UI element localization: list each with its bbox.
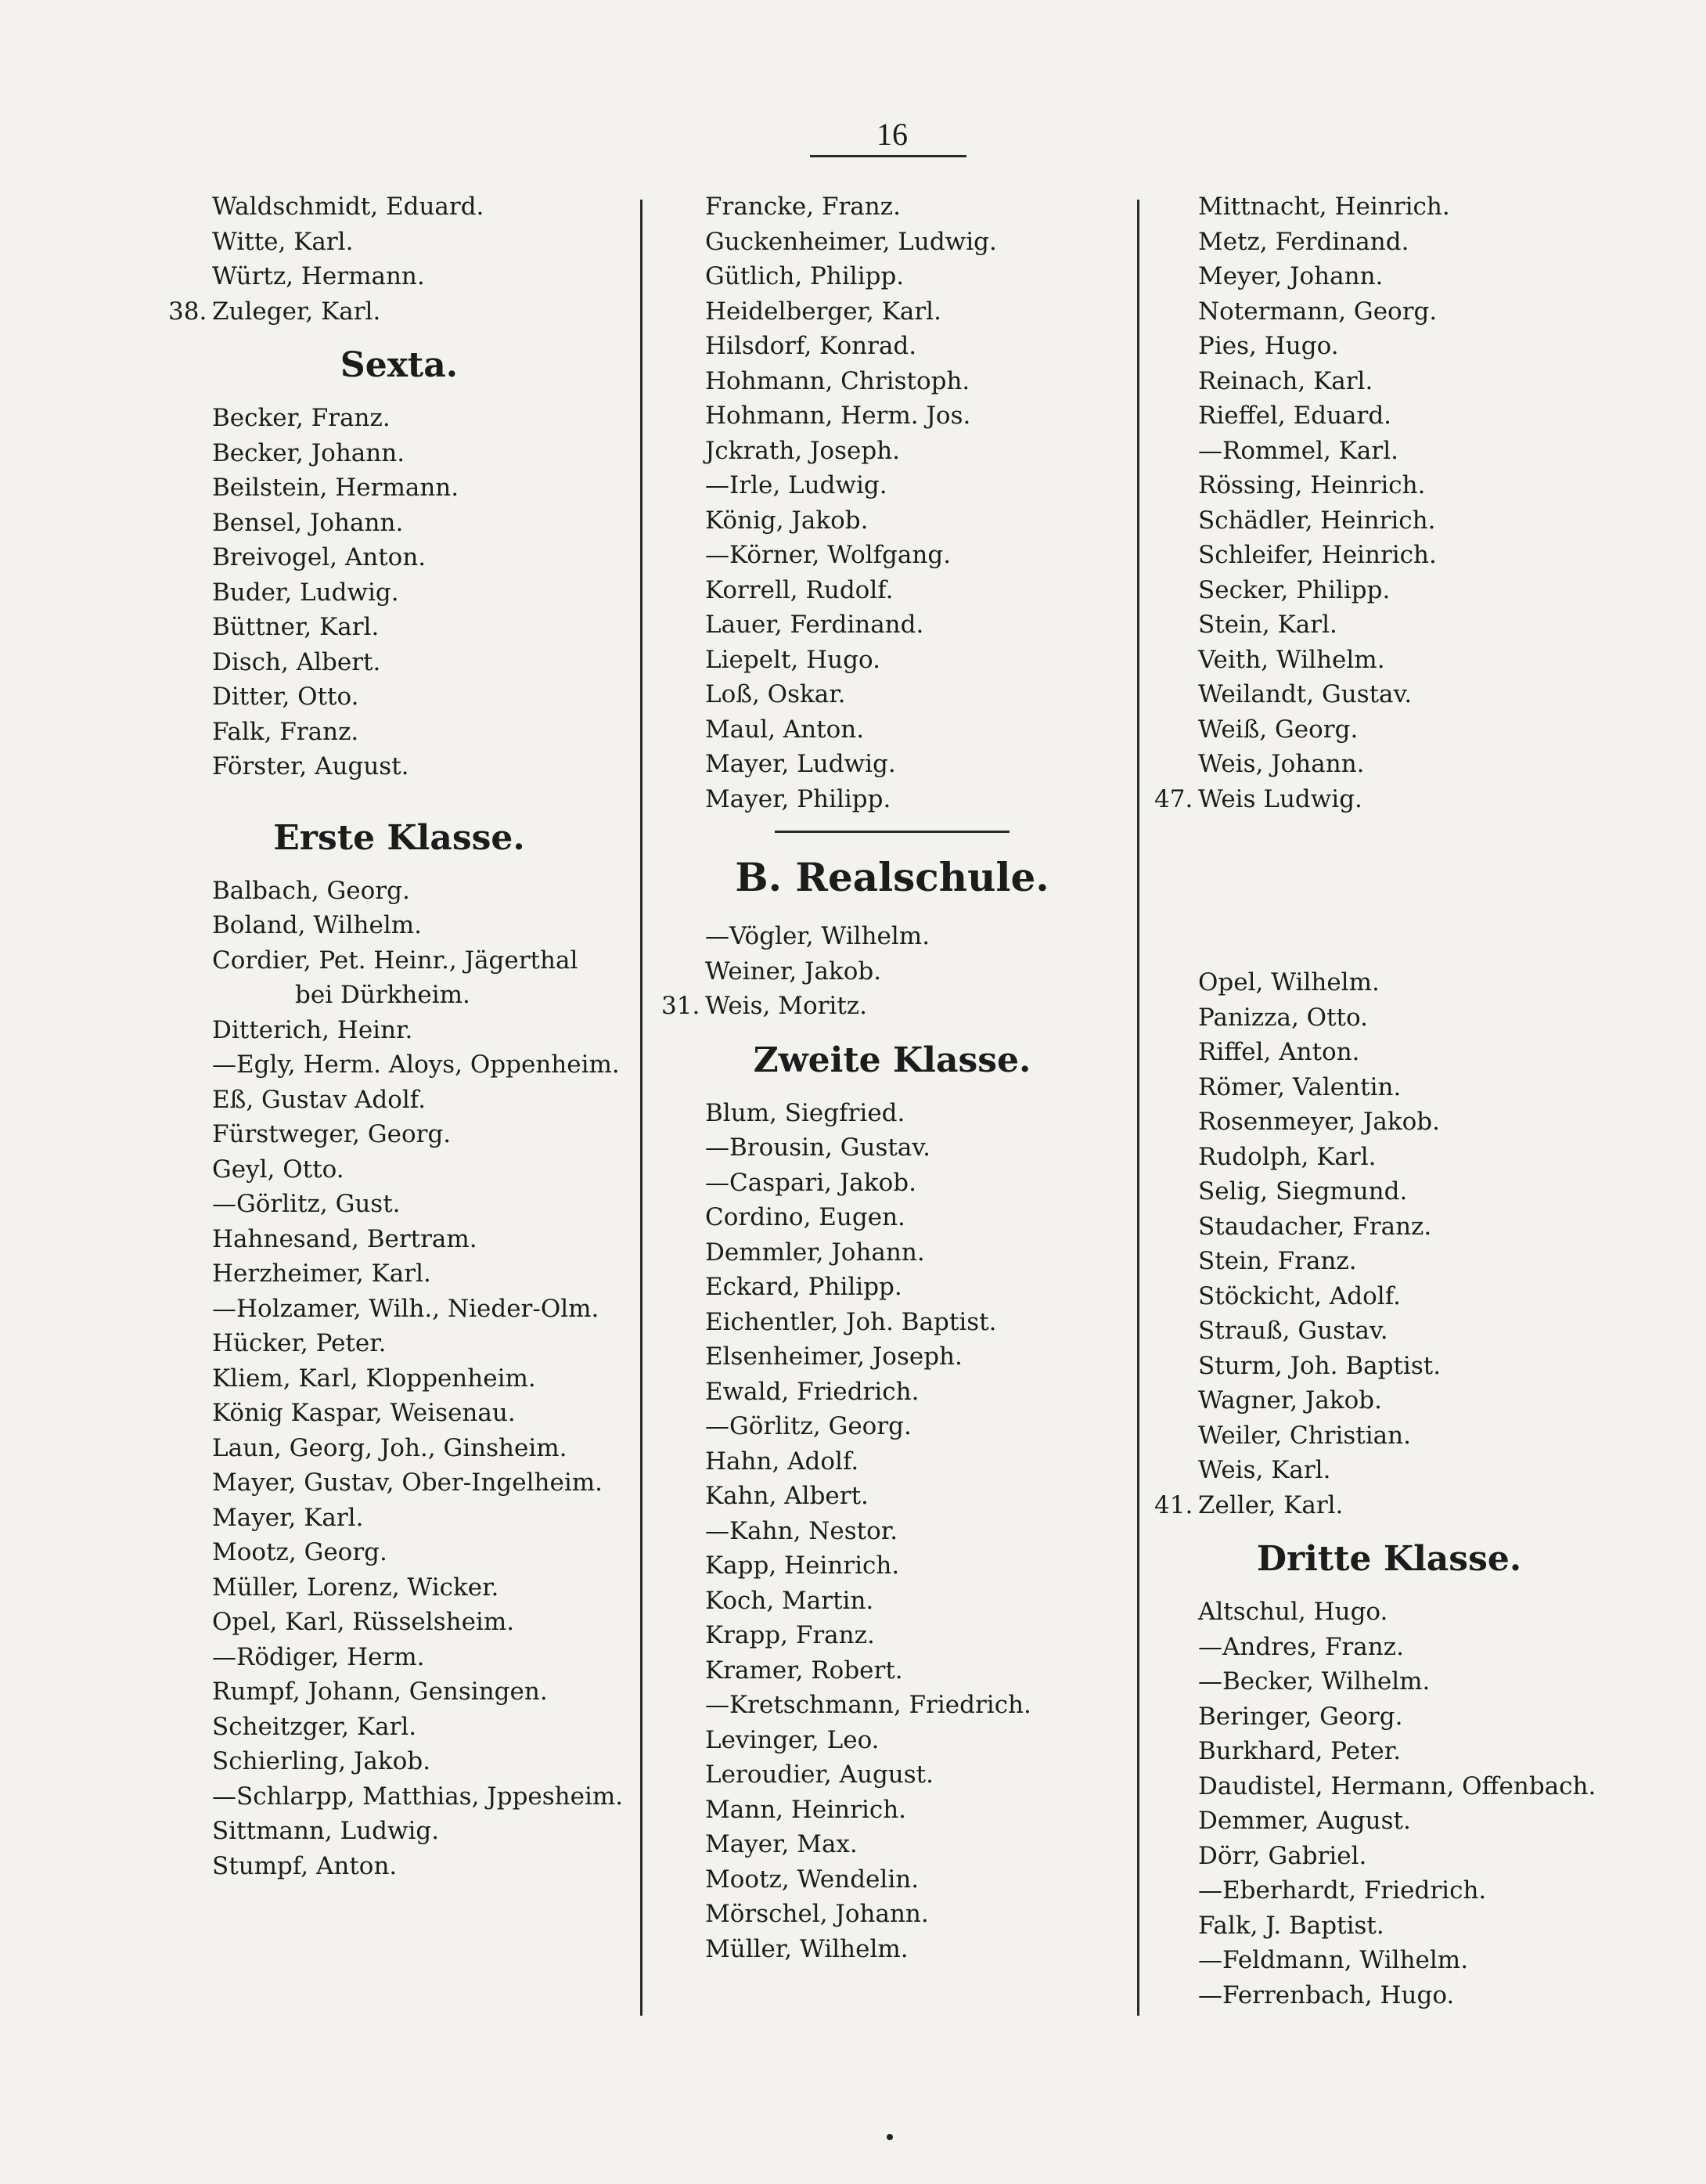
list-item: —Caspari, Jakob. xyxy=(705,1168,916,1197)
list-item: 31. Weis, Moritz. xyxy=(661,992,867,1020)
list-item: Hücker, Peter. xyxy=(212,1329,387,1357)
list-item: Liepelt, Hugo. xyxy=(705,645,880,674)
column-divider-right xyxy=(1137,200,1139,2016)
list-item: König Kaspar, Weisenau. xyxy=(212,1399,516,1427)
list-item: Becker, Johann. xyxy=(212,438,405,467)
list-item: Mörschel, Johann. xyxy=(705,1900,929,1928)
list-item: —Ferrenbach, Hugo. xyxy=(1198,1980,1455,2009)
list-item: Koch, Martin. xyxy=(705,1586,874,1615)
list-item: —Görlitz, Gust. xyxy=(212,1190,401,1218)
name-list xyxy=(661,189,1123,816)
list-item: Ditter, Otto. xyxy=(212,683,359,711)
list-item: 38. Zuleger, Karl. xyxy=(168,297,381,326)
list-item: Gütlich, Philipp. xyxy=(705,262,905,290)
list-item: Dörr, Gabriel. xyxy=(1198,1841,1367,1870)
list-item: Ewald, Friedrich. xyxy=(705,1377,920,1406)
list-item: Waldschmidt, Eduard. xyxy=(212,193,484,221)
name-list xyxy=(168,189,630,294)
name-list xyxy=(168,874,630,943)
list-item: —Rödiger, Herm. xyxy=(212,1642,425,1671)
list-item: Disch, Albert. xyxy=(212,647,381,676)
column-divider-left xyxy=(640,200,642,2016)
list-item: Cordino, Eugen. xyxy=(705,1203,905,1231)
list-item: Veith, Wilhelm. xyxy=(1198,645,1385,674)
list-item: Hahn, Adolf. xyxy=(705,1447,859,1476)
list-item: Kramer, Robert. xyxy=(705,1656,903,1685)
list-item: Rudolph, Karl. xyxy=(1198,1142,1377,1171)
name-list xyxy=(661,919,1123,989)
list-item: Demmer, August. xyxy=(1198,1807,1411,1835)
list-item: Jckrath, Joseph. xyxy=(705,436,901,465)
list-item: —Görlitz, Georg. xyxy=(705,1412,912,1440)
list-item: Panizza, Otto. xyxy=(1198,1003,1368,1032)
list-item: Reinach, Karl. xyxy=(1198,366,1373,395)
list-item: Rumpf, Johann, Gensingen. xyxy=(212,1678,548,1706)
list-item: 41. Zeller, Karl. xyxy=(1154,1490,1344,1519)
list-item: Leroudier, August. xyxy=(705,1761,934,1789)
list-item: Pies, Hugo. xyxy=(1198,332,1339,360)
list-item: Mayer, Philipp. xyxy=(705,784,891,813)
list-item: Sturm, Joh. Baptist. xyxy=(1198,1351,1441,1380)
footer-dot xyxy=(887,2134,893,2140)
list-item: Notermann, Georg. xyxy=(1198,297,1438,326)
list-item: Eichentler, Joh. Baptist. xyxy=(705,1307,997,1336)
section-heading-erste-klasse: Erste Klasse. xyxy=(273,817,525,858)
list-item: —Holzamer, Wilh., Nieder-Olm. xyxy=(212,1294,599,1323)
list-item: Falk, J. Baptist. xyxy=(1198,1911,1384,1940)
list-item: Hilsdorf, Konrad. xyxy=(705,332,917,360)
list-item: Stein, Karl. xyxy=(1198,611,1337,639)
list-item: Levinger, Leo. xyxy=(705,1725,880,1754)
list-item: Schierling, Jakob. xyxy=(212,1747,431,1775)
list-item: Blum, Siegfried. xyxy=(705,1098,905,1127)
list-item: Riffel, Anton. xyxy=(1198,1038,1360,1066)
list-item: Geyl, Otto. xyxy=(212,1155,344,1184)
list-item: Demmler, Johann. xyxy=(705,1238,925,1267)
list-item-continuation: bei Dürkheim. xyxy=(295,981,470,1009)
list-item: Cordier, Pet. Heinr., Jägerthal xyxy=(212,946,578,975)
list-item: Büttner, Karl. xyxy=(212,613,380,641)
section-heading-dritte-klasse: Dritte Klasse. xyxy=(1256,1539,1522,1579)
list-item: Boland, Wilhelm. xyxy=(212,911,422,939)
list-item: —Egly, Herm. Aloys, Oppenheim. xyxy=(212,1051,620,1079)
list-item: Mann, Heinrich. xyxy=(705,1795,907,1824)
list-item: Herzheimer, Karl. xyxy=(212,1260,431,1288)
list-item: Falk, Franz. xyxy=(212,717,359,746)
list-item: Laun, Georg, Joh., Ginsheim. xyxy=(212,1433,567,1462)
list-item: —Eberhardt, Friedrich. xyxy=(1198,1876,1487,1905)
list-item: Bensel, Johann. xyxy=(212,508,404,537)
list-item: Kliem, Karl, Kloppenheim. xyxy=(212,1364,536,1393)
list-item: —Brousin, Gustav. xyxy=(705,1133,930,1162)
section-rule xyxy=(775,831,1010,833)
list-item: Scheitzger, Karl. xyxy=(212,1712,417,1741)
list-item: Guckenheimer, Ludwig. xyxy=(705,227,997,256)
list-item: Meyer, Johann. xyxy=(1198,262,1384,290)
list-item: Opel, Wilhelm. xyxy=(1198,968,1380,996)
list-item: Weiler, Christian. xyxy=(1198,1421,1411,1450)
column-right xyxy=(1154,189,1624,2013)
name-list xyxy=(661,1096,1123,1967)
list-item: Buder, Ludwig. xyxy=(212,578,399,607)
list-item: Mayer, Max. xyxy=(705,1830,858,1858)
list-item: Rieffel, Eduard. xyxy=(1198,402,1392,430)
list-item: Metz, Ferdinand. xyxy=(1198,227,1409,256)
column-middle xyxy=(661,189,1123,1966)
list-item: König, Jakob. xyxy=(705,506,869,535)
list-item: Ditterich, Heinr. xyxy=(212,1015,413,1044)
list-item: Beringer, Georg. xyxy=(1198,1702,1403,1731)
section-heading-realschule: B. Realschule. xyxy=(735,854,1049,900)
list-item: Förster, August. xyxy=(212,752,409,780)
list-item: —Vögler, Wilhelm. xyxy=(705,922,930,950)
list-item: Mayer, Ludwig. xyxy=(705,750,896,778)
list-item: Stumpf, Anton. xyxy=(212,1851,398,1880)
list-item: Römer, Valentin. xyxy=(1198,1072,1402,1101)
name-list xyxy=(1154,189,1624,782)
list-item: Becker, Franz. xyxy=(212,404,391,432)
list-item: Selig, Siegmund. xyxy=(1198,1177,1408,1206)
list-item: —Rommel, Karl. xyxy=(1198,436,1398,465)
list-item: Wagner, Jakob. xyxy=(1198,1386,1382,1415)
list-item: Heidelberger, Karl. xyxy=(705,297,941,326)
list-item: Sittmann, Ludwig. xyxy=(212,1817,440,1845)
name-list xyxy=(168,401,630,784)
list-item: Eckard, Philipp. xyxy=(705,1273,902,1301)
list-item: Stein, Franz. xyxy=(1198,1247,1357,1275)
list-item: Opel, Karl, Rüsselsheim. xyxy=(212,1608,515,1636)
list-item: Daudistel, Hermann, Offenbach. xyxy=(1198,1771,1596,1800)
list-item: Kahn, Albert. xyxy=(705,1482,869,1510)
list-item: Weiner, Jakob. xyxy=(705,957,882,986)
list-item: Balbach, Georg. xyxy=(212,876,410,905)
list-item: —Schlarpp, Matthias, Jppesheim. xyxy=(212,1782,624,1811)
list-item: —Becker, Wilhelm. xyxy=(1198,1667,1431,1696)
list-item: —Kahn, Nestor. xyxy=(705,1516,898,1545)
list-item: Mittnacht, Heinrich. xyxy=(1198,193,1450,221)
list-item: Mayer, Karl. xyxy=(212,1503,364,1532)
list-item: Müller, Lorenz, Wicker. xyxy=(212,1573,499,1602)
list-item: Maul, Anton. xyxy=(705,715,865,744)
header-rule xyxy=(810,155,966,157)
page-number: 16 xyxy=(876,117,908,152)
section-heading-zweite-klasse: Zweite Klasse. xyxy=(753,1040,1031,1080)
list-item: Schleifer, Heinrich. xyxy=(1198,541,1437,569)
list-item: Strauß, Gustav. xyxy=(1198,1317,1388,1345)
spacer xyxy=(1154,816,1624,965)
list-item: Stöckicht, Adolf. xyxy=(1198,1281,1401,1310)
list-item: 47. Weis Ludwig. xyxy=(1154,784,1362,813)
list-item: Hohmann, Christoph. xyxy=(705,366,970,395)
list-item: Mootz, Georg. xyxy=(212,1538,387,1566)
list-item: —Kretschmann, Friedrich. xyxy=(705,1691,1031,1719)
list-item: Witte, Karl. xyxy=(212,227,354,256)
name-list xyxy=(168,1013,630,1884)
list-item: Hohmann, Herm. Jos. xyxy=(705,402,971,430)
list-item: —Körner, Wolfgang. xyxy=(705,541,952,569)
list-item: —Andres, Franz. xyxy=(1198,1632,1404,1661)
list-item: Mootz, Wendelin. xyxy=(705,1865,920,1894)
list-item: Lauer, Ferdinand. xyxy=(705,611,924,639)
list-item: Würtz, Hermann. xyxy=(212,262,425,290)
list-item: Loß, Oskar. xyxy=(705,680,846,708)
list-item: Beilstein, Hermann. xyxy=(212,474,459,502)
list-item: —Irle, Ludwig. xyxy=(705,471,887,499)
list-item: Korrell, Rudolf. xyxy=(705,575,894,604)
name-list xyxy=(1154,965,1624,1488)
list-item: Weiß, Georg. xyxy=(1198,715,1359,744)
column-left xyxy=(168,189,630,1883)
list-item: Mayer, Gustav, Ober-Ingelheim. xyxy=(212,1469,603,1497)
list-item: —Feldmann, Wilhelm. xyxy=(1198,1946,1469,1974)
list-item: Weis, Karl. xyxy=(1198,1456,1331,1484)
list-item: Elsenheimer, Joseph. xyxy=(705,1342,963,1371)
section-heading-sexta: Sexta. xyxy=(340,345,459,385)
list-item: Francke, Franz. xyxy=(705,193,901,221)
list-item: Altschul, Hugo. xyxy=(1198,1598,1388,1626)
list-item: Weilandt, Gustav. xyxy=(1198,680,1413,708)
list-item: Hahnesand, Bertram. xyxy=(212,1224,477,1253)
list-item: Fürstweger, Georg. xyxy=(212,1120,452,1148)
list-item: Kapp, Heinrich. xyxy=(705,1552,900,1580)
list-item: Eß, Gustav Adolf. xyxy=(212,1085,426,1114)
list-item: Burkhard, Peter. xyxy=(1198,1737,1402,1765)
list-item: Staudacher, Franz. xyxy=(1198,1212,1432,1241)
list-item: Krapp, Franz. xyxy=(705,1621,875,1649)
list-item: Rosenmeyer, Jakob. xyxy=(1198,1108,1441,1136)
list-item: Secker, Philipp. xyxy=(1198,575,1391,604)
list-item: Weis, Johann. xyxy=(1198,750,1365,778)
name-list xyxy=(1154,1595,1624,2013)
list-item: Müller, Wilhelm. xyxy=(705,1934,909,1963)
list-item: Rössing, Heinrich. xyxy=(1198,471,1426,499)
list-item: Schädler, Heinrich. xyxy=(1198,506,1436,535)
list-item: Breivogel, Anton. xyxy=(212,543,426,571)
